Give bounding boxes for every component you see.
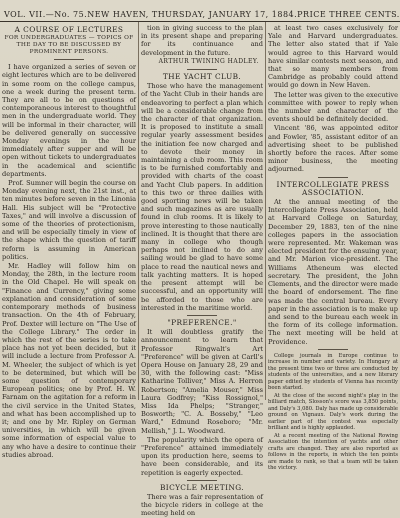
paragraph: at least two cases exclusively for Yale and Harvard undergraduates. The letter also stated that if Yale would agree to this Harvard would have similar contests next season, and that so many members from Cambridge as probably could attend would go down in New Haven. bbox=[268, 24, 398, 90]
paragraph: Prof. Sumner will begin the course on Monday evening next, the 21st inst., at ten minutes before seven in the Linonia Hall. His subject will be "Protective Taxes," and will involve a discussion of some of the theories of protectionism, and will be especially timely in view of the shape which the question of tariff reform is assuming in American politics. bbox=[2, 179, 136, 261]
column-2 bbox=[141, 24, 263, 518]
article-heading: A COURSE OF LECTURES bbox=[14, 25, 124, 34]
article-heading: "PREFERENCE." bbox=[167, 317, 237, 327]
price: PRICE THREE CENTS. bbox=[297, 9, 400, 19]
paragraph: It will doubtless gratify the announcement to learn that Professor Ringwalt's Art "Preference" will be given at Carll's Opera House on January 28, 29 and 30, with the following cast: "Miss Katharine Tolliver," Miss A. Herron Robertson; "Amelia Mouser," Miss Laura Godfrey; "Kiss Rossignol," Miss Ida Phelps; "Stranger," Bosworth; "C. A. Bosseby," "Leo Ward," Edmund Roseboro; "Mr. Mellish," J. L. Woodward. bbox=[141, 328, 263, 435]
paragraph: The popularity which the opera of "Preference" attained immediately upon its production here, seems to have been considerable, and its repetition is eagerly expected. bbox=[141, 435, 263, 477]
divider bbox=[187, 315, 217, 316]
news-note: At the close of the second night's play in the billiard match, Slosson's score was 3,850 points, and Daly's 3,080. Daly has made up considerable ground on Vignaux. Daly's work during the earlier part of the contest was especially brilliant and is highly applauded. bbox=[268, 392, 398, 432]
paragraph: tion in giving success to the plan in its present shape and preparing for its continuance and development in the future. bbox=[141, 24, 263, 57]
dateline: NEW HAVEN, THURSDAY, JANUARY 17, 1884. bbox=[87, 9, 298, 19]
volume-number: VOL. VII.—No. 75. bbox=[4, 9, 88, 19]
paragraph: Vincent '86, was appointed editor and Fowler, '85, assistant editor of an advertising sheet to be published shortly before the races. After some minor business, the meeting adjourned. bbox=[268, 124, 398, 174]
article-heading: THE YACHT CLUB. bbox=[162, 72, 242, 82]
divider bbox=[187, 69, 217, 70]
column-divider bbox=[138, 22, 139, 400]
news-note: College journals in Europe continue to increase in number and variety. In Hungary at the present time two or three are conducted by students of the universities, and a new literary paper edited by students of Vienna has recently been started. bbox=[268, 352, 398, 392]
article-heading: BICYCLE MEETING. bbox=[159, 482, 245, 492]
paragraph: Those who have the management of the Yacht Club in their hands are endeavoring to perfect a plan which will be a considerable change from the character of that organization. It is proposed to institute a small regular yearly assessment besides the initiation fee now charged and to devote their money in maintaining a club room. This room is to be furnished comfortably and provided with charts of the coast and Yacht Club papers. In addition to this two or three dailies with good sporting news will be taken and such magazines as are usually found in club rooms. It is likely to prove interesting to those nautically inclined. It is thought that there are many in college who though perhaps not inclined to do any sailing would be glad to have some place to read the nautical news and talk yachting matters. It is hoped the present attempt will be successful, and an opportunity will be afforded to those who are interested in the maritime world. bbox=[141, 82, 263, 312]
divider bbox=[318, 349, 348, 350]
article-heading: INTERCOLLEGIATE PRESS ASSOCIATION. bbox=[276, 179, 390, 197]
column-1 bbox=[2, 24, 136, 459]
paragraph: I have organized a series of seven or eight lectures which are to be delivered in some room on the college campus, one a week during the present term. They are all to be on questions of contemporaneous interest to thoughtful men in the undergraduate world. They will be informal in their character, will be delivered generally on successive Monday evenings in the hour immediately after supper and will be open without tickets to undergraduates in the academical and scientific departments. bbox=[2, 63, 136, 178]
divider bbox=[54, 59, 84, 60]
paragraph: There was a fair representation of the bicycle riders in college at the meeting held on bbox=[141, 492, 263, 518]
masthead bbox=[0, 9, 400, 19]
divider bbox=[187, 480, 217, 481]
news-note: At a recent meeting of the National Rowing Association the intention of yachts and other crafts are changed. They are also reported as follows in the reports, in which the ten points are made to rank, so that a team will be taken the victory. bbox=[268, 432, 398, 472]
divider bbox=[318, 177, 348, 178]
paragraph: The letter was given to the executive committee with power to reply when the number and character of the events should be definitely decided. bbox=[268, 90, 398, 124]
column-3 bbox=[268, 24, 398, 472]
paragraph: Mr. Hadley will follow him on Monday, the 28th, in the lecture room in the Old Chapel. He will speak on "Finance and Currency," giving some explanation and consideration of some contemporary methods of business transaction. On the 4th of February, Prof. Dexter will lecture on "The Use of the College Library." The order in which the rest of the series is to take place has not yet been decided, but it will include a lecture from Professor A. M. Wheeler, the subject of which is yet to be determined, but which will be some question of contemporary European politics; one by Prof. H. W. Farnam on the agitation for a reform in the civil service in the United States, and what has been accomplished up to it; and one by Mr. Ripley on German universities, in which will be given some information of especial value to any who have a desire to continue their studies abroad. bbox=[2, 262, 136, 459]
article-subheading: FOR UNDERGRADUATES — TOPICS OF THE DAY TO BE DISCUSSED BY PROMINENT PERSONS. bbox=[4, 35, 134, 56]
column-divider bbox=[265, 22, 266, 400]
paragraph: At the annual meeting of the Intercollegiate Press Association, held at Harvard College on Saturday, December 29, 1883, ten of the nine colleges papers in the association were represented. Mr. Wakeman was elected president for the ensuing year, and Mr. Marion vice-president. The Williams Atheneum was elected secretary. The president, the John Clements, and the director were made the board of endorsement. The fine was made the central bureau. Every paper in the association is to make up and send to the bureau each week in the form of its college information. The next meeting will be held at Providence. bbox=[268, 198, 398, 346]
masthead-rule bbox=[0, 21, 400, 22]
signature: ARTHUR TWINING HADLEY. bbox=[158, 57, 259, 65]
